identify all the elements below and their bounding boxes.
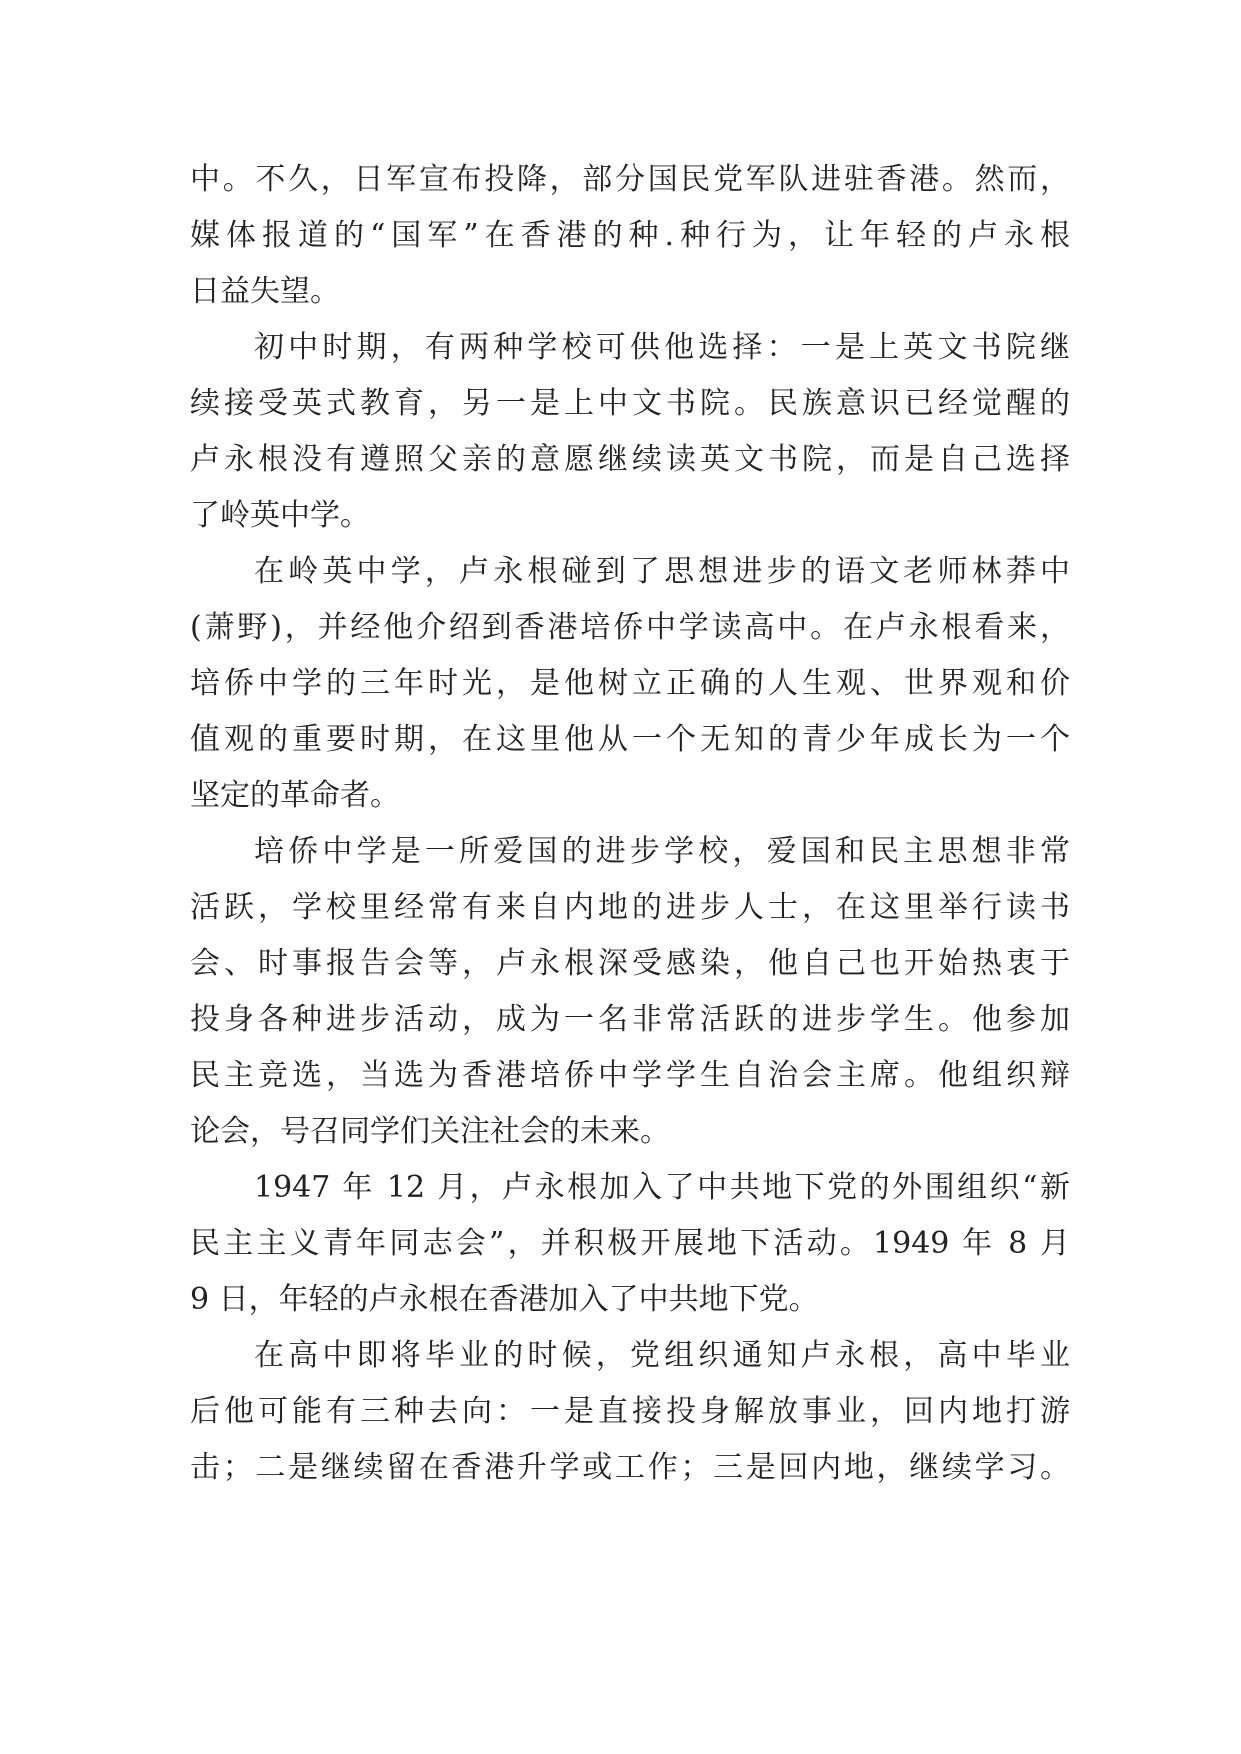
- text-line: 坚定的革命者。: [190, 778, 400, 813]
- text-line: 培侨中学的三年时光，是他树立正确的人生观、世界观和价: [190, 666, 1070, 701]
- text-line: 投身各种进步活动，成为一名非常活跃的进步学生。他参加: [190, 1002, 1070, 1037]
- paragraph-1: [190, 152, 1070, 320]
- text-line: 9 日，年轻的卢永根在香港加入了中共地下党。: [190, 1282, 819, 1317]
- text-line: 中。不久，日军宣布投降，部分国民党军队进驻香港。然而，: [190, 162, 1070, 197]
- text-line: 民主竞选，当选为香港培侨中学学生自治会主席。他组织辩: [190, 1058, 1070, 1093]
- text-line: 续接受英式教育，另一是上中文书院。民族意识已经觉醒的: [190, 386, 1070, 421]
- paragraph-6: [190, 1328, 1070, 1496]
- text-line: 在岭英中学，卢永根碰到了思想进步的语文老师林莽中: [254, 554, 1070, 589]
- text-line: 1947 年 12 月，卢永根加入了中共地下党的外围组织“新: [254, 1170, 1070, 1205]
- text-line: 媒体报道的“国军”在香港的种.种行为，让年轻的卢永根: [190, 218, 1070, 253]
- text-line: 论会，号召同学们关注社会的未来。: [190, 1114, 670, 1149]
- text-line: 日益失望。: [190, 274, 340, 309]
- text-line: 活跃，学校里经常有来自内地的进步人士，在这里举行读书: [190, 890, 1070, 925]
- text-line: 会、时事报告会等，卢永根深受感染，他自己也开始热衷于: [190, 946, 1070, 981]
- text-line: 击；二是继续留在香港升学或工作；三是回内地，继续学习。: [190, 1450, 1070, 1485]
- text-line: 了岭英中学。: [190, 498, 370, 533]
- paragraph-2: [190, 320, 1070, 544]
- document-body: [190, 152, 1070, 1496]
- text-line: 民主主义青年同志会”，并积极开展地下活动。1949 年 8 月: [190, 1226, 1070, 1261]
- paragraph-4: [190, 824, 1070, 1160]
- paragraph-5: [190, 1160, 1070, 1328]
- paragraph-3: [190, 544, 1070, 824]
- text-line: 在高中即将毕业的时候，党组织通知卢永根，高中毕业: [254, 1338, 1070, 1373]
- text-line: 后他可能有三种去向：一是直接投身解放事业，回内地打游: [190, 1394, 1070, 1429]
- text-line: 培侨中学是一所爱国的进步学校，爱国和民主思想非常: [254, 834, 1070, 869]
- text-line: 值观的重要时期，在这里他从一个无知的青少年成长为一个: [190, 722, 1070, 757]
- text-line: 初中时期，有两种学校可供他选择：一是上英文书院继: [254, 330, 1070, 365]
- text-line: 卢永根没有遵照父亲的意愿继续读英文书院，而是自己选择: [190, 442, 1070, 477]
- text-line: (萧野)，并经他介绍到香港培侨中学读高中。在卢永根看来，: [190, 610, 1070, 645]
